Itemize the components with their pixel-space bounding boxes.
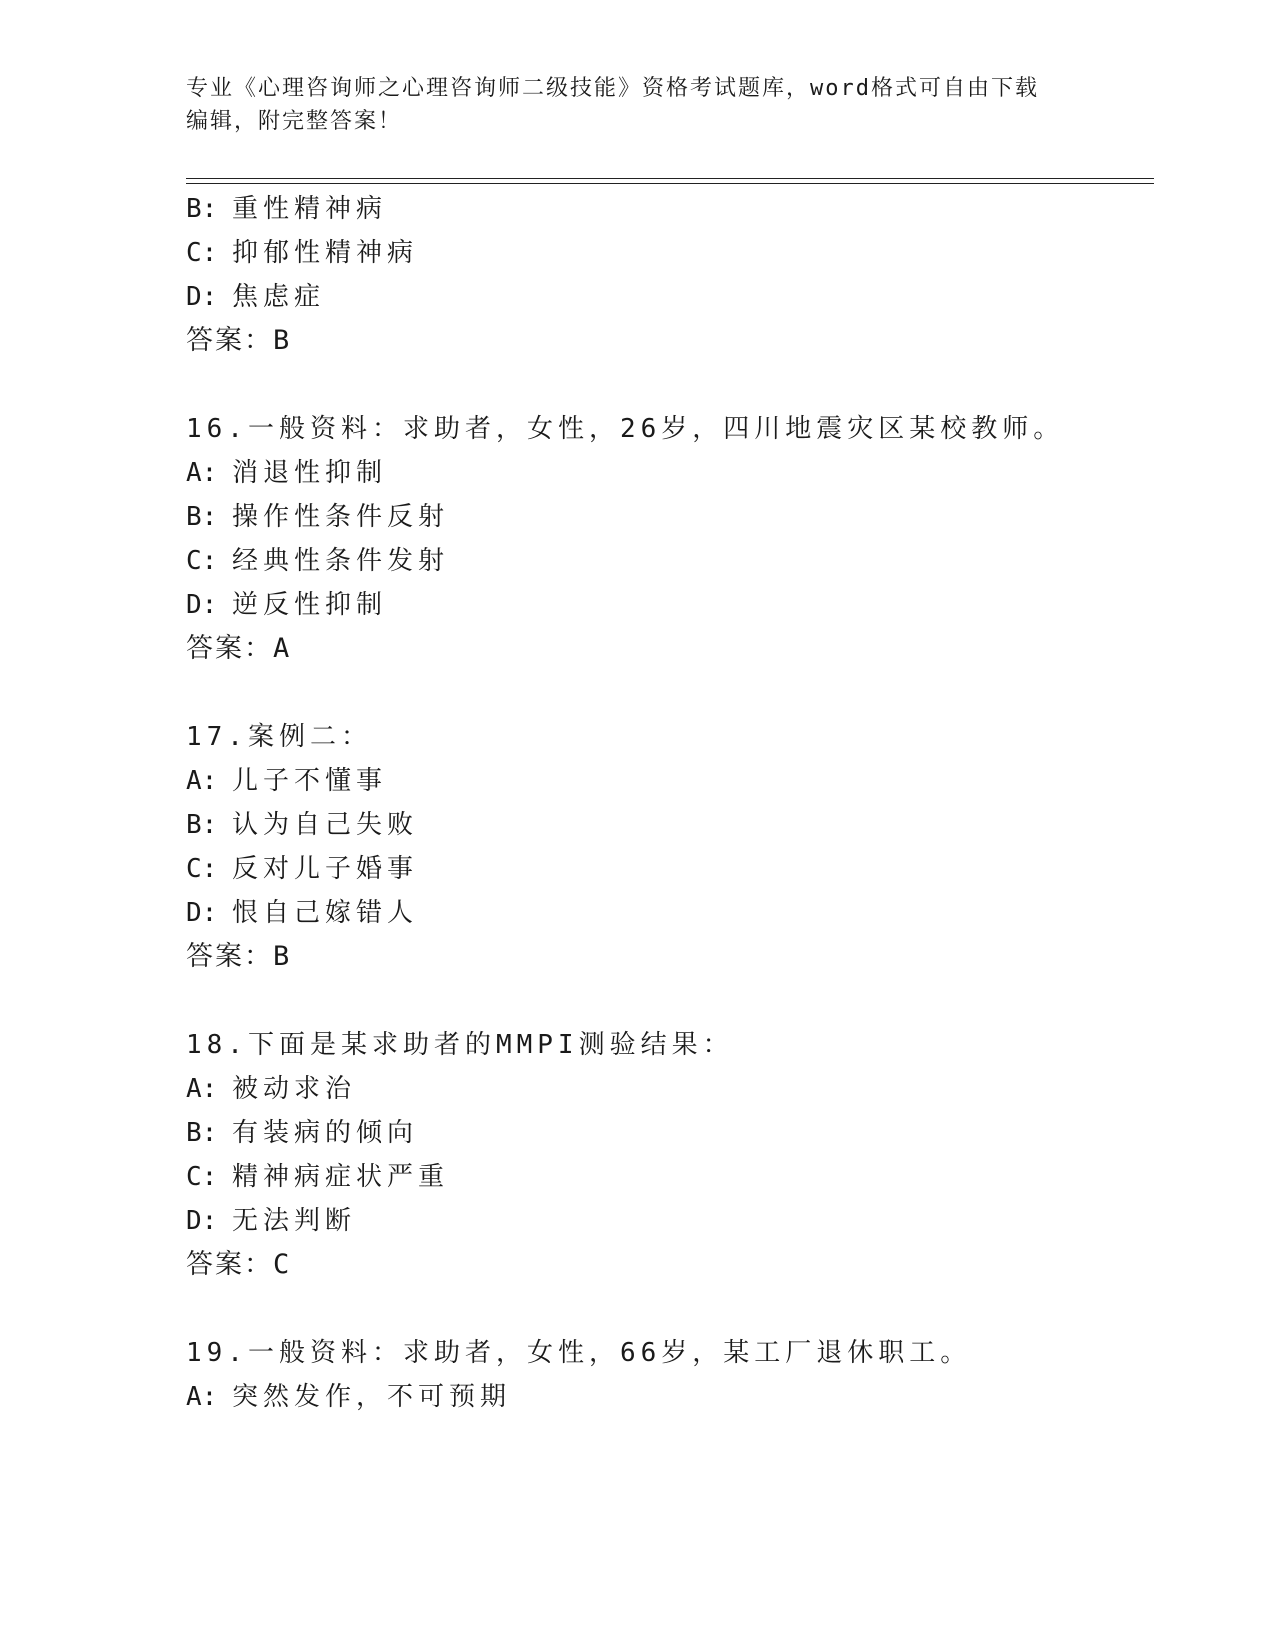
option-text: 恨自己嫁错人 (232, 898, 419, 928)
answer-label: 答案： (186, 941, 273, 972)
option-text: 被动求治 (232, 1074, 357, 1104)
option-key: C: (186, 546, 218, 576)
answer-label: 答案： (186, 633, 273, 664)
option-c (186, 852, 418, 886)
option-text: 逆反性抑制 (232, 590, 388, 620)
question-18: 18.下面是某求助者的MMPI测验结果： (186, 1030, 734, 1060)
header-line-1: 专业《心理咨询师之心理咨询师二级技能》资格考试题库，word格式可自由下载 (186, 76, 1039, 101)
option-text: 操作性条件反射 (232, 502, 450, 532)
option-a (186, 1072, 356, 1106)
option-key: B: (186, 810, 218, 840)
option-b (186, 808, 418, 842)
answer-label: 答案： (186, 325, 273, 356)
option-key: C: (186, 1162, 218, 1192)
option-key: D: (186, 898, 218, 928)
header-line-2: 编辑，附完整答案！ (186, 109, 403, 134)
document-header (186, 72, 1086, 138)
answer-value: B (273, 941, 292, 972)
answer-line (186, 940, 291, 974)
option-d (186, 1204, 356, 1238)
option-key: A: (186, 766, 218, 796)
option-d (186, 896, 418, 930)
header-divider-top (186, 178, 1154, 179)
answer-line (186, 632, 291, 666)
answer-label: 答案： (186, 1249, 273, 1280)
option-key: A: (186, 1382, 218, 1412)
option-text: 有装病的倾向 (232, 1118, 419, 1148)
option-d (186, 280, 325, 314)
option-c (186, 236, 418, 270)
option-text: 焦虑症 (232, 282, 326, 312)
option-text: 抑郁性精神病 (232, 238, 419, 268)
option-b (186, 1116, 418, 1150)
option-d (186, 588, 387, 622)
option-c (186, 544, 449, 578)
option-key: C: (186, 238, 218, 268)
option-text: 突然发作，不可预期 (232, 1382, 512, 1412)
answer-value: B (273, 325, 292, 356)
option-b (186, 192, 387, 226)
option-a (186, 764, 387, 798)
question-16: 16.一般资料：求助者，女性，26岁，四川地震灾区某校教师。 (186, 414, 1065, 444)
option-text: 儿子不懂事 (232, 766, 388, 796)
answer-value: A (273, 633, 292, 664)
option-text: 反对儿子婚事 (232, 854, 419, 884)
option-c (186, 1160, 449, 1194)
option-key: A: (186, 1074, 218, 1104)
header-divider-bottom (186, 183, 1154, 184)
option-key: B: (186, 194, 218, 224)
answer-line (186, 1248, 291, 1282)
question-19: 19.一般资料：求助者，女性，66岁，某工厂退休职工。 (186, 1338, 972, 1368)
option-key: D: (186, 282, 218, 312)
option-text: 无法判断 (232, 1206, 357, 1236)
option-a (186, 456, 387, 490)
option-key: C: (186, 854, 218, 884)
option-text: 认为自己失败 (232, 810, 419, 840)
option-key: B: (186, 502, 218, 532)
question-17: 17.案例二： (186, 722, 372, 752)
option-text: 精神病症状严重 (232, 1162, 450, 1192)
option-key: D: (186, 1206, 218, 1236)
option-key: B: (186, 1118, 218, 1148)
option-key: A: (186, 458, 218, 488)
option-b (186, 500, 449, 534)
answer-value: C (273, 1249, 292, 1280)
answer-line (186, 324, 291, 358)
option-text: 消退性抑制 (232, 458, 388, 488)
option-text: 经典性条件发射 (232, 546, 450, 576)
option-a (186, 1380, 511, 1414)
option-text: 重性精神病 (232, 194, 388, 224)
option-key: D: (186, 590, 218, 620)
